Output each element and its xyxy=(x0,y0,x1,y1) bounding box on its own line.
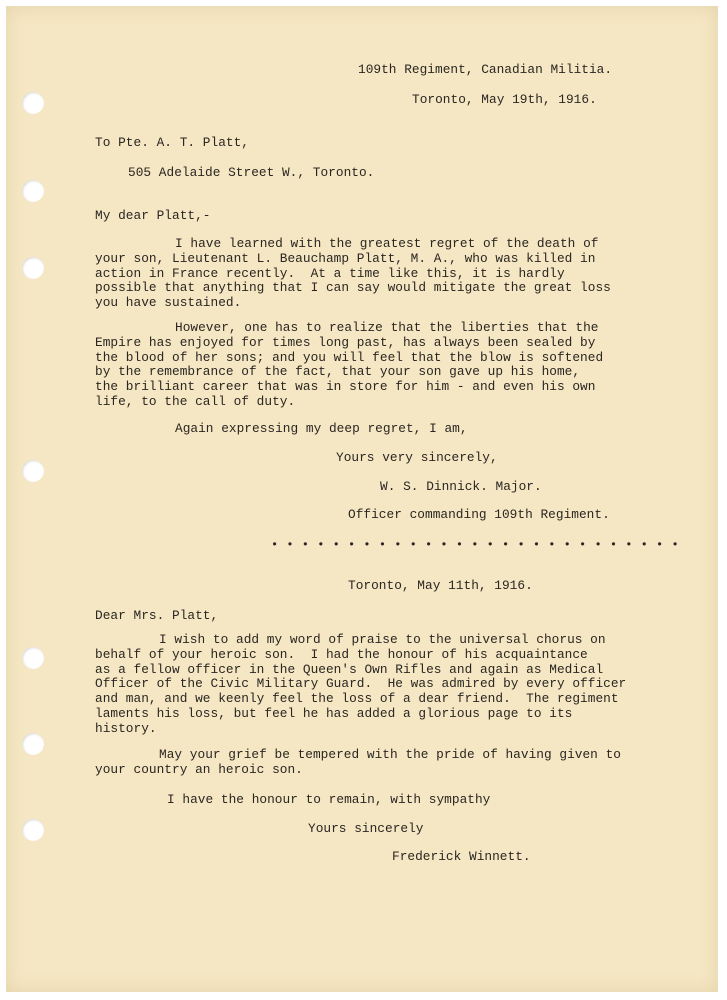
letter-page xyxy=(6,6,718,992)
text-line: I have learned with the greatest regret of the death of xyxy=(175,236,599,251)
letter2-signature: Frederick Winnett. xyxy=(392,849,531,864)
recipient-line: To Pte. A. T. Platt, xyxy=(95,135,249,150)
text-line: your son, Lieutenant L. Beauchamp Platt, M. A., who was killed in xyxy=(95,250,596,266)
binder-hole xyxy=(22,460,44,482)
letter1-date: Toronto, May 19th, 1916. xyxy=(412,92,597,107)
binder-hole xyxy=(22,92,44,114)
letter1-closing-sincerely: Yours very sincerely, xyxy=(336,450,498,465)
text-line: laments his loss, but feel he has added a glorious page to its xyxy=(95,705,573,721)
separator-dots: • • • • • • • • • • • • • • • • • • • • • • • • • • • xyxy=(271,538,680,552)
text-line: Empire has enjoyed for times long past, has always been sealed by xyxy=(95,334,596,350)
text-line: life, to the call of duty. xyxy=(95,393,296,409)
text-line: the brilliant career that was in store for him - and even his own xyxy=(95,379,596,395)
text-line: behalf of your heroic son. I had the honour of his acquaintance xyxy=(95,646,588,662)
text-line: the blood of her sons; and you will feel that the blow is softened xyxy=(95,349,604,365)
letter2-paragraph-2 xyxy=(95,748,621,778)
letter2-date: Toronto, May 11th, 1916. xyxy=(348,578,533,593)
text-line: history. xyxy=(95,720,157,736)
text-line: and man, and we keenly feel the loss of a dear friend. The regiment xyxy=(95,691,619,707)
letter1-signature-title: Officer commanding 109th Regiment. xyxy=(348,507,610,522)
text-line: your country an heroic son. xyxy=(95,761,303,777)
text-line: Officer of the Civic Military Guard. He was admired by every officer xyxy=(95,676,627,692)
letter1-closing-regret: Again expressing my deep regret, I am, xyxy=(175,421,468,436)
text-line: possible that anything that I can say would mitigate the great loss xyxy=(95,280,611,296)
binder-hole xyxy=(22,647,44,669)
text-line: May your grief be tempered with the pride of having given to xyxy=(159,747,621,762)
letter1-paragraph-1 xyxy=(95,237,611,311)
letter1-paragraph-2 xyxy=(95,321,603,410)
letter2-closing-honour: I have the honour to remain, with sympathy xyxy=(167,792,491,807)
recipient-address: 505 Adelaide Street W., Toronto. xyxy=(128,165,375,180)
binder-hole xyxy=(22,819,44,841)
text-line: action in France recently. At a time like this, it is hardly xyxy=(95,265,565,281)
letter1-salutation: My dear Platt,- xyxy=(95,208,211,223)
binder-hole xyxy=(22,733,44,755)
letter1-signature: W. S. Dinnick. Major. xyxy=(380,479,542,494)
regiment-header: 109th Regiment, Canadian Militia. xyxy=(358,62,613,77)
text-line: by the remembrance of the fact, that your son gave up his home, xyxy=(95,364,581,380)
binder-hole xyxy=(22,257,44,279)
text-line: However, one has to realize that the liberties that the xyxy=(175,320,599,335)
text-line: as a fellow officer in the Queen's Own Rifles and again as Medical xyxy=(95,661,604,677)
letter2-salutation: Dear Mrs. Platt, xyxy=(95,608,219,623)
letter2-closing-sincerely: Yours sincerely xyxy=(308,821,424,836)
text-line: I wish to add my word of praise to the universal chorus on xyxy=(159,632,606,647)
text-line: you have sustained. xyxy=(95,295,242,311)
letter2-paragraph-1 xyxy=(95,633,626,737)
binder-hole xyxy=(22,180,44,202)
